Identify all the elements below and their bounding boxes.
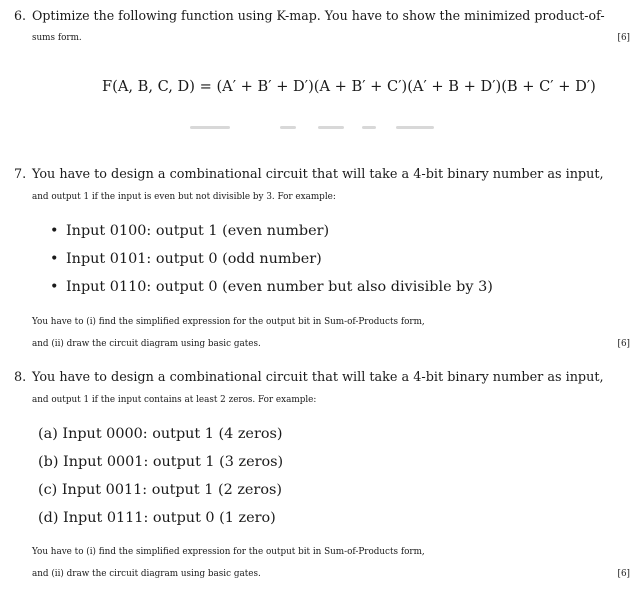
- q7-example-1: Input 0100: output 1 (even number): [66, 223, 330, 239]
- scan-smudge: [318, 126, 344, 129]
- q8-example-c-label: (c): [38, 482, 58, 498]
- q8-example-d: Input 0111: output 0 (1 zero): [63, 510, 276, 526]
- q8-example-a-label: (a): [38, 426, 58, 442]
- q8-text-2: and output 1 if the input contains at least 2 zeros. For example:: [32, 395, 317, 405]
- q7-number: 7.: [14, 167, 27, 182]
- scan-smudge: [190, 126, 230, 129]
- q7-task-2: and (ii) draw the circuit diagram using basic gates.: [32, 339, 261, 349]
- q8-number: 8.: [14, 370, 27, 385]
- q8-line-1: [14, 368, 612, 388]
- bullet: •: [50, 279, 59, 295]
- q7-task-line-2: [14, 334, 630, 354]
- q8-example-d-label: (d): [38, 510, 59, 526]
- q8-task-line-1: [14, 542, 630, 562]
- q8-example-c: Input 0011: output 1 (2 zeros): [61, 482, 282, 498]
- q6-text-2: sums form.: [32, 33, 82, 43]
- scan-smudge: [280, 126, 296, 129]
- q7-task-1: You have to (i) find the simplified expression for the output bit in Sum-of-Products form,: [32, 317, 425, 327]
- q6-number: 6.: [14, 8, 27, 23]
- list-item: [50, 249, 322, 269]
- q8-example-a: Input 0000: output 1 (4 zeros): [62, 426, 283, 442]
- q6-formula: F(A, B, C, D) = (A′ + B′ + D′)(A + B′ + C′)(A′ + B + D′)(B + C′ + D′): [102, 78, 596, 95]
- q6-text-1: Optimize the following function using K-map. You have to show the minimized product-of-: [32, 8, 605, 23]
- bullet: •: [50, 223, 59, 239]
- q8-line-2: [14, 390, 630, 410]
- q8-task-1: You have to (i) find the simplified expression for the output bit in Sum-of-Products form,: [32, 547, 425, 557]
- q7-task-line-1: [14, 312, 630, 332]
- q7-text-1: You have to design a combinational circuit that will take a 4-bit binary number as input,: [32, 167, 604, 182]
- q7-line-2: [14, 187, 630, 207]
- q8-task-line-2: [14, 564, 630, 584]
- list-item: [50, 277, 493, 297]
- q8-text-1: You have to design a combinational circuit that will take a 4-bit binary number as input,: [32, 370, 604, 385]
- q8-example-b: Input 0001: output 1 (3 zeros): [63, 454, 284, 470]
- q7-line-1: [14, 165, 612, 185]
- q8-marks: [6]: [617, 569, 630, 579]
- q7-text-2: and output 1 if the input is even but not divisible by 3. For example:: [32, 192, 336, 202]
- list-item: [38, 480, 282, 500]
- q7-example-3: Input 0110: output 0 (even number but also divisible by 3): [66, 279, 493, 295]
- list-item: [38, 424, 283, 444]
- scan-smudge: [396, 126, 434, 129]
- q8-example-b-label: (b): [38, 454, 59, 470]
- q7-marks: [6]: [617, 339, 630, 349]
- q8-task-2: and (ii) draw the circuit diagram using basic gates.: [32, 569, 261, 579]
- list-item: [50, 221, 329, 241]
- q6-line-1: [14, 6, 612, 26]
- q6-line-2: [14, 28, 630, 48]
- bullet: •: [50, 251, 59, 267]
- q7-example-2: Input 0101: output 0 (odd number): [66, 251, 322, 267]
- list-item: [38, 508, 276, 528]
- q6-marks: [6]: [617, 33, 630, 43]
- list-item: [38, 452, 283, 472]
- scan-smudge: [362, 126, 376, 129]
